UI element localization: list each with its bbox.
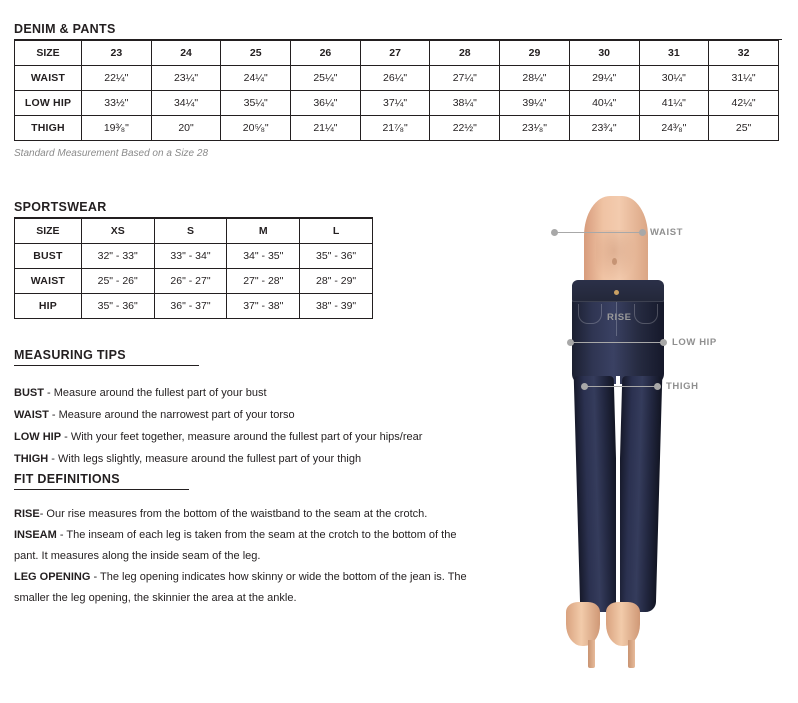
waist-measure-line bbox=[554, 232, 646, 233]
jeans-right-leg bbox=[616, 376, 663, 612]
shoe-heel bbox=[628, 640, 635, 668]
tip-text: - With legs slightly, measure around the fullest part of your thigh bbox=[48, 453, 362, 465]
thigh-measure-dot-right bbox=[654, 383, 661, 390]
row-header: WAIST bbox=[15, 269, 82, 294]
denim-section-title: DENIM & PANTS bbox=[14, 22, 782, 40]
table-row bbox=[15, 244, 373, 269]
column-header: L bbox=[300, 219, 373, 244]
column-header: SIZE bbox=[15, 219, 82, 244]
table-cell: 19³⁄₈" bbox=[82, 116, 152, 141]
fit-definitions-list bbox=[14, 504, 474, 609]
table-cell: 27¼" bbox=[430, 66, 500, 91]
table-cell: 28" - 29" bbox=[300, 269, 373, 294]
column-header: 32 bbox=[709, 41, 779, 66]
denim-size-table bbox=[14, 40, 779, 141]
table-cell: 37¼" bbox=[360, 91, 430, 116]
row-header: HIP bbox=[15, 294, 82, 319]
table-cell: 28¼" bbox=[500, 66, 570, 91]
fit-term: RISE bbox=[14, 508, 40, 520]
tip-text: - With your feet together, measure around the fullest part of your hips/rear bbox=[61, 431, 423, 443]
fit-text: - Our rise measures from the bottom of the waistband to the seam at the crotch. bbox=[39, 508, 428, 520]
torso-shading bbox=[596, 230, 636, 282]
table-cell: 21¼" bbox=[291, 116, 361, 141]
fit-text: - The inseam of each leg is taken from the seam at the crotch to the bottom of the pant. It measures along the inside seam of the leg. bbox=[14, 529, 457, 562]
table-cell: 20" bbox=[151, 116, 221, 141]
table-cell: 42¼" bbox=[709, 91, 779, 116]
table-header-row bbox=[15, 219, 373, 244]
table-cell: 34¼" bbox=[151, 91, 221, 116]
table-cell: 40¼" bbox=[569, 91, 639, 116]
low-hip-measure-dot-right bbox=[660, 339, 667, 346]
table-row bbox=[15, 116, 779, 141]
low-hip-label: LOW HIP bbox=[672, 337, 717, 348]
jeans-button-rivet bbox=[614, 290, 619, 295]
row-header: WAIST bbox=[15, 66, 82, 91]
sportswear-section-title: SPORTSWEAR bbox=[14, 200, 373, 218]
measuring-tips-title: MEASURING TIPS bbox=[14, 348, 199, 366]
column-header: XS bbox=[81, 219, 154, 244]
table-cell: 23¼" bbox=[151, 66, 221, 91]
table-cell: 23¹⁄₈" bbox=[500, 116, 570, 141]
table-cell: 32" - 33" bbox=[81, 244, 154, 269]
fit-term: INSEAM bbox=[14, 529, 57, 541]
right-shoe bbox=[606, 602, 640, 668]
table-cell: 41¼" bbox=[639, 91, 709, 116]
tip-term: WAIST bbox=[14, 409, 49, 421]
fit-definitions-section bbox=[14, 472, 474, 609]
shoe-heel bbox=[588, 640, 595, 668]
table-cell: 23³⁄₄" bbox=[569, 116, 639, 141]
table-row bbox=[15, 91, 779, 116]
fit-term: LEG OPENING bbox=[14, 571, 91, 583]
table-cell: 30¼" bbox=[639, 66, 709, 91]
column-header: 28 bbox=[430, 41, 500, 66]
sportswear-size-table bbox=[14, 218, 373, 319]
column-header: 24 bbox=[151, 41, 221, 66]
list-item bbox=[14, 404, 484, 426]
column-header: 30 bbox=[569, 41, 639, 66]
waist-label: WAIST bbox=[650, 227, 684, 238]
jeans-left-leg bbox=[574, 376, 621, 612]
table-cell: 35" - 36" bbox=[300, 244, 373, 269]
column-header: M bbox=[227, 219, 300, 244]
fit-definitions-title: FIT DEFINITIONS bbox=[14, 472, 189, 490]
table-cell: 34" - 35" bbox=[227, 244, 300, 269]
jeans-illustration bbox=[572, 280, 664, 610]
table-cell: 38" - 39" bbox=[300, 294, 373, 319]
list-item bbox=[14, 504, 474, 525]
table-cell: 25" bbox=[709, 116, 779, 141]
jeans-center-gap bbox=[616, 376, 620, 612]
thigh-label: THIGH bbox=[666, 381, 699, 392]
column-header: 27 bbox=[360, 41, 430, 66]
table-cell: 25¼" bbox=[291, 66, 361, 91]
low-hip-measure-dot-left bbox=[567, 339, 574, 346]
column-header: 26 bbox=[291, 41, 361, 66]
jeans-left-pocket bbox=[578, 304, 602, 324]
table-row bbox=[15, 294, 373, 319]
table-cell: 24³⁄₈" bbox=[639, 116, 709, 141]
denim-standard-measurement-note: Standard Measurement Based on a Size 28 bbox=[14, 148, 209, 159]
table-cell: 25" - 26" bbox=[81, 269, 154, 294]
tip-term: LOW HIP bbox=[14, 431, 62, 443]
table-cell: 36¼" bbox=[291, 91, 361, 116]
tip-term: THIGH bbox=[14, 453, 49, 465]
table-cell: 27" - 28" bbox=[227, 269, 300, 294]
table-cell: 26¼" bbox=[360, 66, 430, 91]
column-header: S bbox=[154, 219, 227, 244]
measuring-tips-section bbox=[14, 348, 484, 470]
table-row bbox=[15, 269, 373, 294]
left-shoe bbox=[566, 602, 600, 668]
measuring-tips-list bbox=[14, 382, 484, 470]
list-item bbox=[14, 426, 484, 448]
table-cell: 33" - 34" bbox=[154, 244, 227, 269]
column-header: 25 bbox=[221, 41, 291, 66]
model-diagram bbox=[500, 196, 790, 696]
sportswear-section bbox=[14, 200, 474, 319]
rise-label: RISE bbox=[607, 312, 632, 323]
waist-measure-dot-right bbox=[639, 229, 646, 236]
table-cell: 37" - 38" bbox=[227, 294, 300, 319]
tip-text: - Measure around the fullest part of your bust bbox=[43, 387, 267, 399]
list-item bbox=[14, 448, 484, 470]
table-cell: 31¼" bbox=[709, 66, 779, 91]
table-cell: 21⁷⁄₈" bbox=[360, 116, 430, 141]
table-header-row bbox=[15, 41, 779, 66]
list-item bbox=[14, 567, 474, 609]
column-header: 29 bbox=[500, 41, 570, 66]
list-item bbox=[14, 382, 484, 404]
column-header: SIZE bbox=[15, 41, 82, 66]
thigh-measure-dot-left bbox=[581, 383, 588, 390]
fit-text: - The leg opening indicates how skinny or wide the bottom of the jean is. The smaller the leg opening, the skinnier the area at the ankle. bbox=[14, 571, 467, 604]
jeans-right-pocket bbox=[634, 304, 658, 324]
table-cell: 22¼" bbox=[82, 66, 152, 91]
table-cell: 38¼" bbox=[430, 91, 500, 116]
waist-measure-dot-left bbox=[551, 229, 558, 236]
table-cell: 39¼" bbox=[500, 91, 570, 116]
inseam-label: INSEAM bbox=[542, 481, 553, 526]
table-cell: 22½" bbox=[430, 116, 500, 141]
low-hip-measure-line bbox=[570, 342, 666, 343]
denim-section bbox=[14, 22, 782, 159]
table-cell: 35¼" bbox=[221, 91, 291, 116]
table-cell: 24¼" bbox=[221, 66, 291, 91]
row-header: THIGH bbox=[15, 116, 82, 141]
table-cell: 36" - 37" bbox=[154, 294, 227, 319]
table-cell: 35" - 36" bbox=[81, 294, 154, 319]
table-cell: 29¼" bbox=[569, 66, 639, 91]
column-header: 23 bbox=[82, 41, 152, 66]
list-item bbox=[14, 525, 474, 567]
tip-text: - Measure around the narrowest part of your torso bbox=[48, 409, 295, 421]
table-cell: 33½" bbox=[82, 91, 152, 116]
table-row bbox=[15, 66, 779, 91]
row-header: BUST bbox=[15, 244, 82, 269]
tip-term: BUST bbox=[14, 387, 44, 399]
table-cell: 20⁵⁄₈" bbox=[221, 116, 291, 141]
column-header: 31 bbox=[639, 41, 709, 66]
thigh-measure-line bbox=[584, 386, 660, 387]
navel-detail bbox=[612, 258, 617, 265]
table-cell: 26" - 27" bbox=[154, 269, 227, 294]
row-header: LOW HIP bbox=[15, 91, 82, 116]
